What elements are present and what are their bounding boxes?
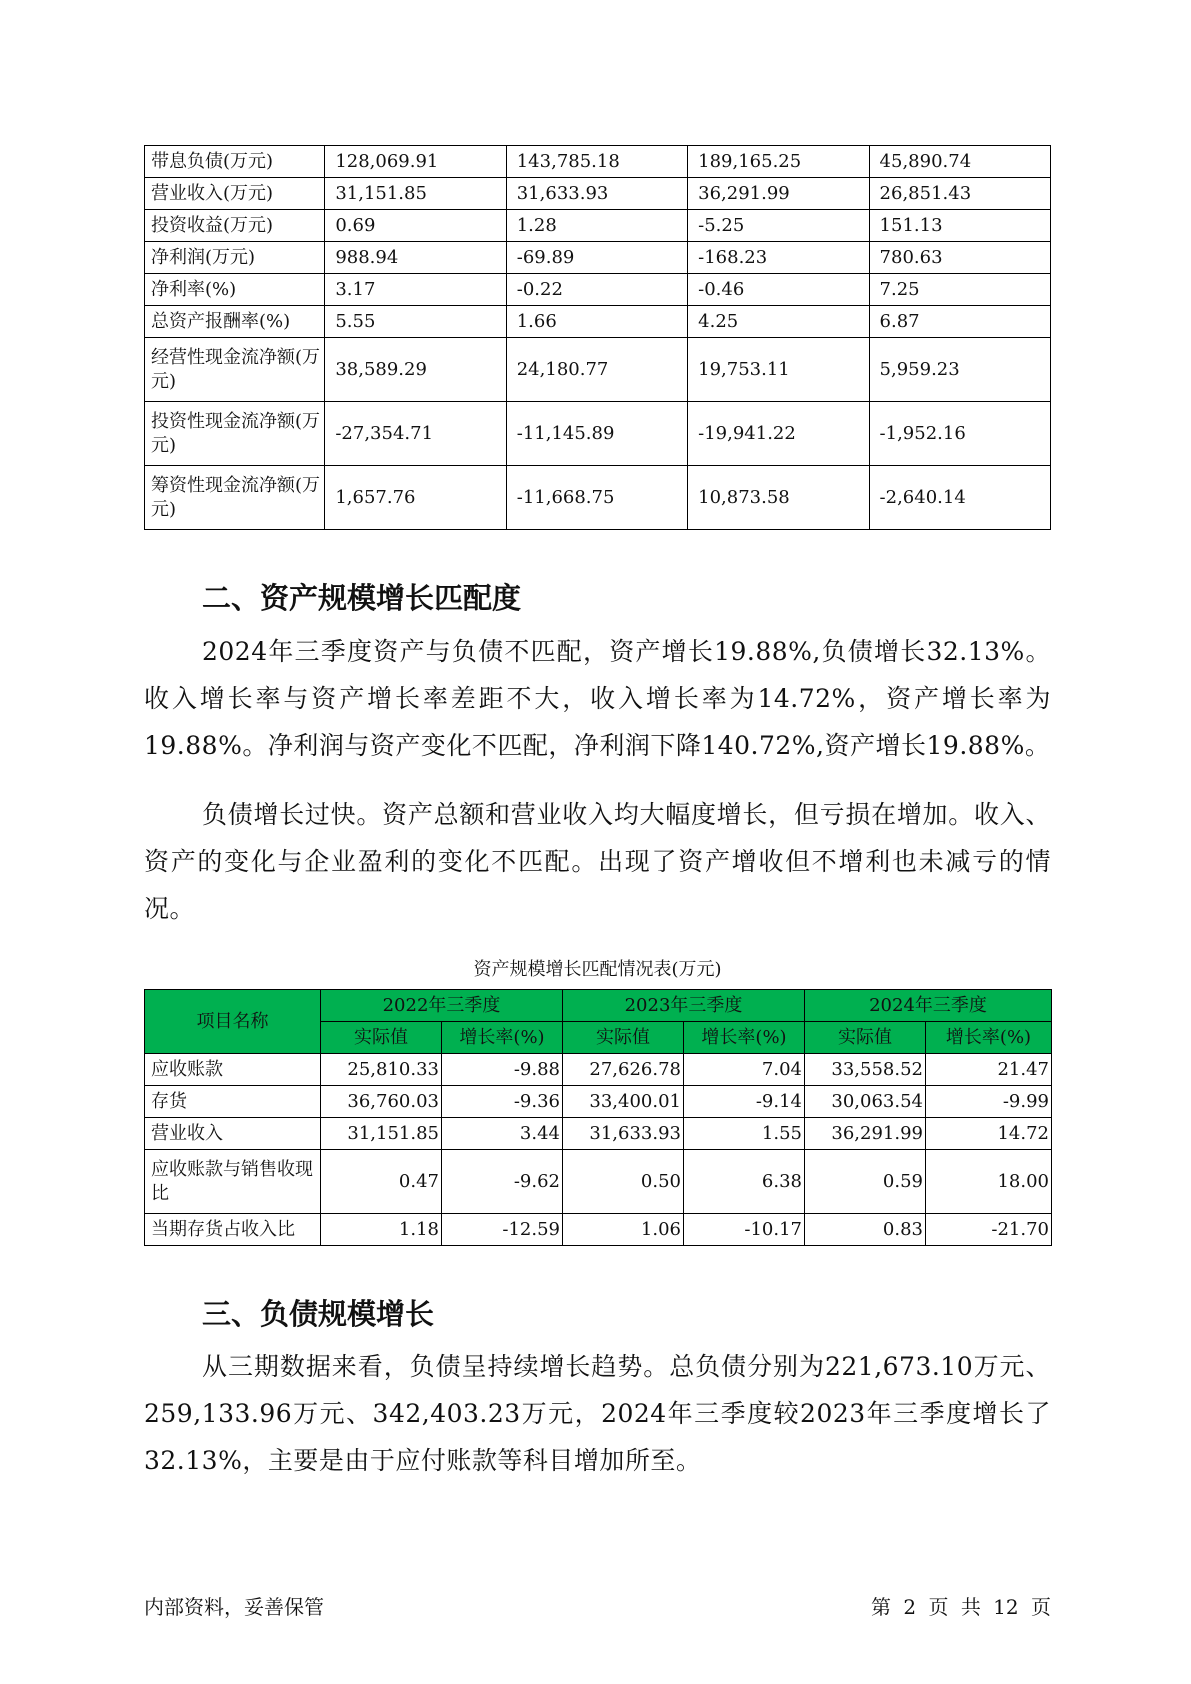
table-cell: 3.44 (442, 1118, 563, 1150)
table-cell: 0.83 (805, 1214, 926, 1246)
column-header-actual: 实际值 (805, 1022, 926, 1054)
table-row (145, 1214, 1052, 1246)
table-cell: -0.46 (688, 274, 869, 306)
table-cell: -0.22 (506, 274, 687, 306)
table-cell: -21.70 (926, 1214, 1052, 1246)
table-cell: -27,354.71 (325, 402, 506, 466)
table-cell: 1.28 (506, 210, 687, 242)
column-header-period: 2024年三季度 (805, 990, 1052, 1022)
footer-confidential-note: 内部资料，妥善保管 (144, 1595, 324, 1619)
table-row (145, 1118, 1052, 1150)
table-cell: -9.99 (926, 1086, 1052, 1118)
column-header-item: 项目名称 (145, 990, 321, 1054)
paragraph: 从三期数据来看，负债呈持续增长趋势。总负债分别为221,673.10万元、259,133.96万元、342,403.23万元，2024年三季度较2023年三季度增长了32.13%，主要是由于应付账款等科目增加所至。 (144, 1352, 1051, 1475)
table-cell: 1.06 (563, 1214, 684, 1246)
row-label: 投资收益(万元) (145, 210, 325, 242)
table-cell: 26,851.43 (869, 178, 1050, 210)
row-label: 筹资性现金流净额(万元) (145, 466, 325, 530)
financial-indicators-table (144, 145, 1051, 530)
table-row (145, 402, 1051, 466)
table-cell: 5.55 (325, 306, 506, 338)
table-cell: -10.17 (684, 1214, 805, 1246)
table-row (145, 210, 1051, 242)
table-cell: -69.89 (506, 242, 687, 274)
table-cell: 45,890.74 (869, 146, 1050, 178)
table-cell: 25,810.33 (321, 1054, 442, 1086)
table-cell: 30,063.54 (805, 1086, 926, 1118)
column-header-growth: 增长率(%) (684, 1022, 805, 1054)
column-header-period: 2022年三季度 (321, 990, 563, 1022)
table-cell: -1,952.16 (869, 402, 1050, 466)
table-header-row (145, 990, 1052, 1022)
row-label: 当期存货占收入比 (145, 1214, 321, 1246)
table-cell: -12.59 (442, 1214, 563, 1246)
table-cell: 780.63 (869, 242, 1050, 274)
table-cell: -9.62 (442, 1150, 563, 1214)
paragraph: 负债增长过快。资产总额和营业收入均大幅度增长，但亏损在增加。收入、资产的变化与企业盈利的变化不匹配。出现了资产增收但不增利也未减亏的情况。 (144, 800, 1051, 923)
row-label: 经营性现金流净额(万元) (145, 338, 325, 402)
table-cell: 24,180.77 (506, 338, 687, 402)
table-cell: 31,151.85 (321, 1118, 442, 1150)
table-cell: -9.14 (684, 1086, 805, 1118)
table-row (145, 338, 1051, 402)
paragraph: 2024年三季度资产与负债不匹配，资产增长19.88%,负债增长32.13%。收入增长率与资产增长率差距不大，收入增长率为14.72%，资产增长率为19.88%。净利润与资产变化不匹配，净利润下降140.72%,资产增长19.88%。 (144, 637, 1051, 760)
table-cell: -19,941.22 (688, 402, 869, 466)
table-row (145, 306, 1051, 338)
row-label: 总资产报酬率(%) (145, 306, 325, 338)
page-number: 第 2 页 共 12 页 (871, 1595, 1051, 1619)
table-cell: 1.18 (321, 1214, 442, 1246)
row-label: 净利率(%) (145, 274, 325, 306)
table-cell: 988.94 (325, 242, 506, 274)
table-cell: 27,626.78 (563, 1054, 684, 1086)
table-cell: 6.38 (684, 1150, 805, 1214)
table-cell: 0.50 (563, 1150, 684, 1214)
table-cell: -11,668.75 (506, 466, 687, 530)
row-label: 带息负债(万元) (145, 146, 325, 178)
table-row (145, 466, 1051, 530)
table-cell: 6.87 (869, 306, 1050, 338)
column-header-period: 2023年三季度 (563, 990, 805, 1022)
table-cell: 1.55 (684, 1118, 805, 1150)
section-heading: 三、负债规模增长 (202, 1297, 435, 1331)
table-cell: 0.59 (805, 1150, 926, 1214)
table-cell: -9.36 (442, 1086, 563, 1118)
table-cell: -2,640.14 (869, 466, 1050, 530)
row-label: 应收账款与销售收现比 (145, 1150, 321, 1214)
table-cell: 36,291.99 (805, 1118, 926, 1150)
table-cell: 36,760.03 (321, 1086, 442, 1118)
table-cell: 5,959.23 (869, 338, 1050, 402)
table-cell: 128,069.91 (325, 146, 506, 178)
table-cell: 1.66 (506, 306, 687, 338)
table-caption: 资产规模增长匹配情况表(万元) (473, 959, 722, 980)
row-label: 投资性现金流净额(万元) (145, 402, 325, 466)
asset-growth-table (144, 989, 1052, 1246)
table-row (145, 178, 1051, 210)
table-cell: 33,400.01 (563, 1086, 684, 1118)
table-cell: 0.47 (321, 1150, 442, 1214)
column-header-growth: 增长率(%) (926, 1022, 1052, 1054)
table-row (145, 274, 1051, 306)
table-cell: 31,633.93 (563, 1118, 684, 1150)
table-cell: 0.69 (325, 210, 506, 242)
table-cell: -168.23 (688, 242, 869, 274)
row-label: 应收账款 (145, 1054, 321, 1086)
table-cell: 151.13 (869, 210, 1050, 242)
table-row (145, 1086, 1052, 1118)
table-cell: 19,753.11 (688, 338, 869, 402)
table-cell: 143,785.18 (506, 146, 687, 178)
row-label: 存货 (145, 1086, 321, 1118)
table-cell: -9.88 (442, 1054, 563, 1086)
table-cell: 189,165.25 (688, 146, 869, 178)
table-cell: 14.72 (926, 1118, 1052, 1150)
row-label: 营业收入(万元) (145, 178, 325, 210)
row-label: 营业收入 (145, 1118, 321, 1150)
table-cell: 10,873.58 (688, 466, 869, 530)
table-cell: -11,145.89 (506, 402, 687, 466)
section-heading: 二、资产规模增长匹配度 (202, 581, 522, 615)
table-cell: 21.47 (926, 1054, 1052, 1086)
table-cell: 7.04 (684, 1054, 805, 1086)
table-row (145, 1150, 1052, 1214)
column-header-growth: 增长率(%) (442, 1022, 563, 1054)
table-cell: 4.25 (688, 306, 869, 338)
table-cell: 7.25 (869, 274, 1050, 306)
table-cell: 31,633.93 (506, 178, 687, 210)
table-cell: 38,589.29 (325, 338, 506, 402)
column-header-actual: 实际值 (321, 1022, 442, 1054)
table-cell: 3.17 (325, 274, 506, 306)
table-row (145, 1054, 1052, 1086)
column-header-actual: 实际值 (563, 1022, 684, 1054)
table-cell: -5.25 (688, 210, 869, 242)
row-label: 净利润(万元) (145, 242, 325, 274)
table-cell: 33,558.52 (805, 1054, 926, 1086)
table-row (145, 146, 1051, 178)
table-cell: 36,291.99 (688, 178, 869, 210)
table-cell: 18.00 (926, 1150, 1052, 1214)
table-cell: 31,151.85 (325, 178, 506, 210)
table-cell: 1,657.76 (325, 466, 506, 530)
table-row (145, 242, 1051, 274)
